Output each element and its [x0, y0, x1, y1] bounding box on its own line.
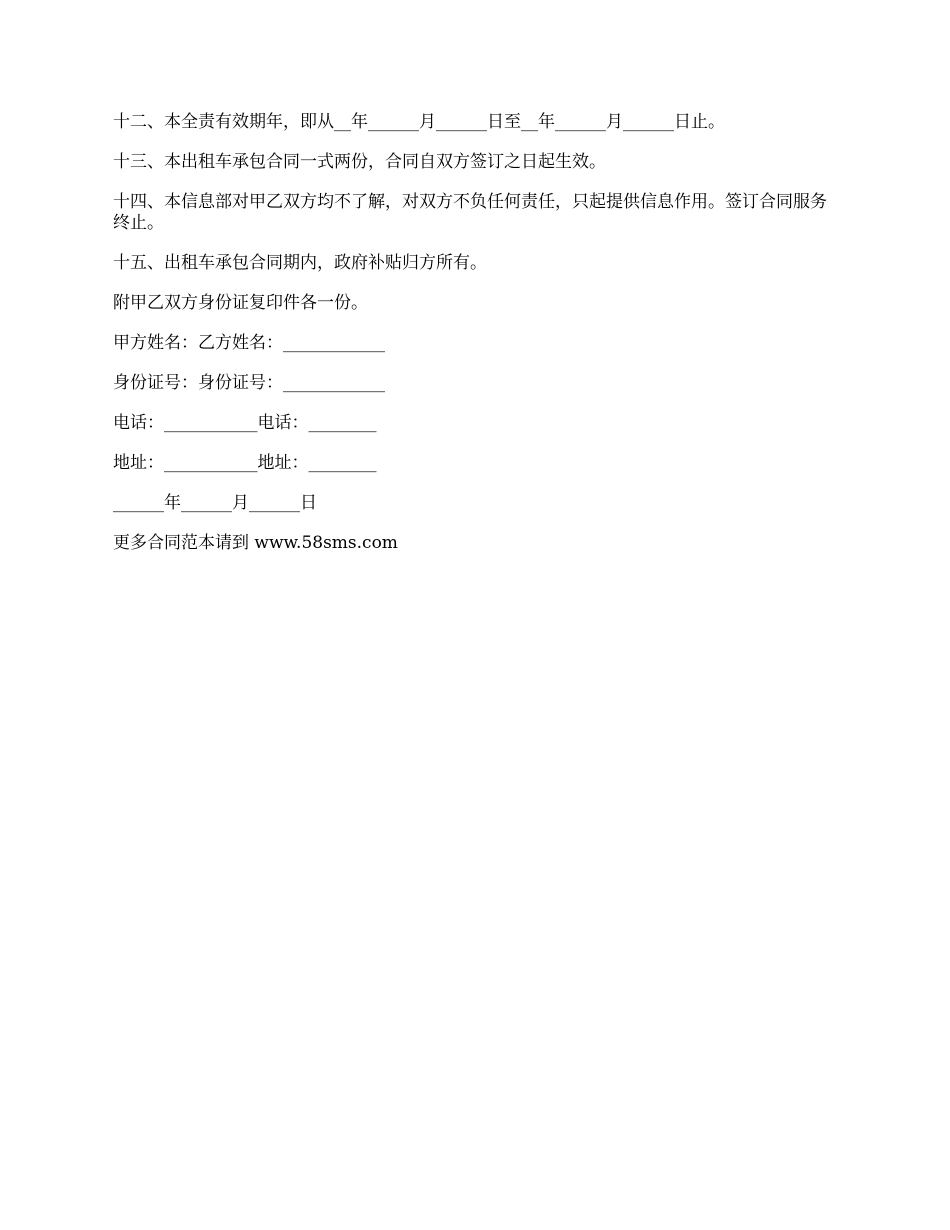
- more-templates-footer: 更多合同范本请到 www.58sms.com: [113, 533, 398, 553]
- phone-line: 电话：___________电话：________: [113, 413, 377, 433]
- signing-date-line: ______年______月______日: [113, 493, 317, 513]
- id-numbers-line: 身份证号：身份证号：____________: [113, 373, 385, 393]
- attachment-id-copies: 附甲乙双方身份证复印件各一份。: [113, 293, 368, 313]
- address-line: 地址：___________地址：________: [113, 453, 377, 473]
- clause-15-government-subsidy: 十五、出租车承包合同期内，政府补贴归方所有。: [113, 253, 487, 273]
- document-body: [113, 112, 843, 573]
- clause-13-copies-effective: 十三、本出租车承包合同一式两份，合同自双方签订之日起生效。: [113, 152, 606, 172]
- clause-12-validity-period: 十二、本全责有效期年，即从__年______月______日至__年______月______日止。: [113, 112, 725, 132]
- party-names-line: 甲方姓名：乙方姓名：____________: [113, 333, 385, 353]
- clause-14-liability-disclaimer: 十四、本信息部对甲乙双方均不了解，对双方不负任何责任，只起提供信息作用。签订合同服务终止。: [113, 192, 827, 233]
